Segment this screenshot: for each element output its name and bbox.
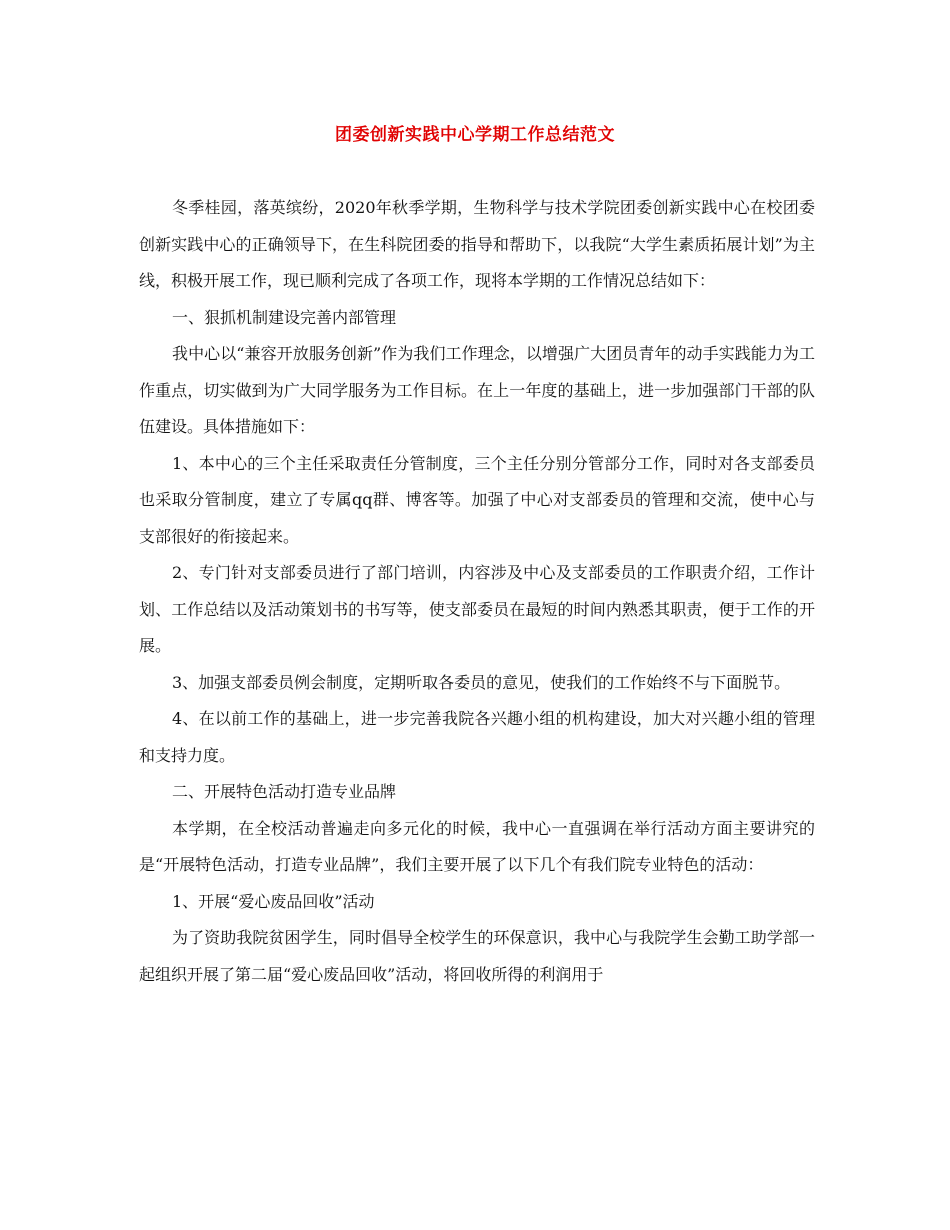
- list-item: 4、在以前工作的基础上，进一步完善我院各兴趣小组的机构建设，加大对兴趣小组的管理和支持力度。: [139, 709, 815, 765]
- paragraph: 为了资助我院贫困学生，同时倡导全校学生的环保意识，我中心与我院学生会勤工助学部一起组织开展了第二届“爱心废品回收”活动，将回收所得的利润用于: [139, 928, 815, 984]
- paragraph: 我中心以“兼容开放服务创新”作为我们工作理念，以增强广大团员青年的动手实践能力为工作重点，切实做到为广大同学服务为工作目标。在上一年度的基础上，进一步加强部门干部的队伍建设。具体措施如下：: [139, 344, 815, 436]
- section-heading-1: 一、狠抓机制建设完善内部管理: [172, 307, 397, 327]
- section-heading-2: 二、开展特色活动打造专业品牌: [172, 782, 397, 801]
- paragraph-intro: 冬季桂园，落英缤纷，2020年秋季学期，生物科学与技术学院团委创新实践中心在校团委创新实践中心的正确领导下，在生科院团委的指导和帮助下，以我院“大学生素质拓展计划”为主线，积极开展工作，现已顺利完成了各项工作，现将本学期的工作情况总结如下：: [139, 198, 815, 290]
- document-title: 团委创新实践中心学期工作总结范文: [335, 125, 615, 145]
- list-item: 3、加强支部委员例会制度，定期听取各委员的意见，使我们的工作始终不与下面脱节。: [172, 672, 791, 692]
- sub-heading: 1、开展“爱心废品回收”活动: [172, 891, 375, 911]
- paragraph: 本学期，在全校活动普遍走向多元化的时候，我中心一直强调在举行活动方面主要讲究的是“开展特色活动，打造专业品牌”，我们主要开展了以下几个有我们院专业特色的活动：: [139, 818, 815, 874]
- document-body: [139, 190, 815, 993]
- list-item: 2、专门针对支部委员进行了部门培训，内容涉及中心及支部委员的工作职责介绍，工作计划、工作总结以及活动策划书的书写等，使支部委员在最短的时间内熟悉其职责，便于工作的开展。: [139, 563, 815, 655]
- list-item: 1、本中心的三个主任采取责任分管制度，三个主任分别分管部分工作，同时对各支部委员也采取分管制度，建立了专属qq群、博客等。加强了中心对支部委员的管理和交流，使中心与支部很好的衔接起来。: [139, 453, 815, 546]
